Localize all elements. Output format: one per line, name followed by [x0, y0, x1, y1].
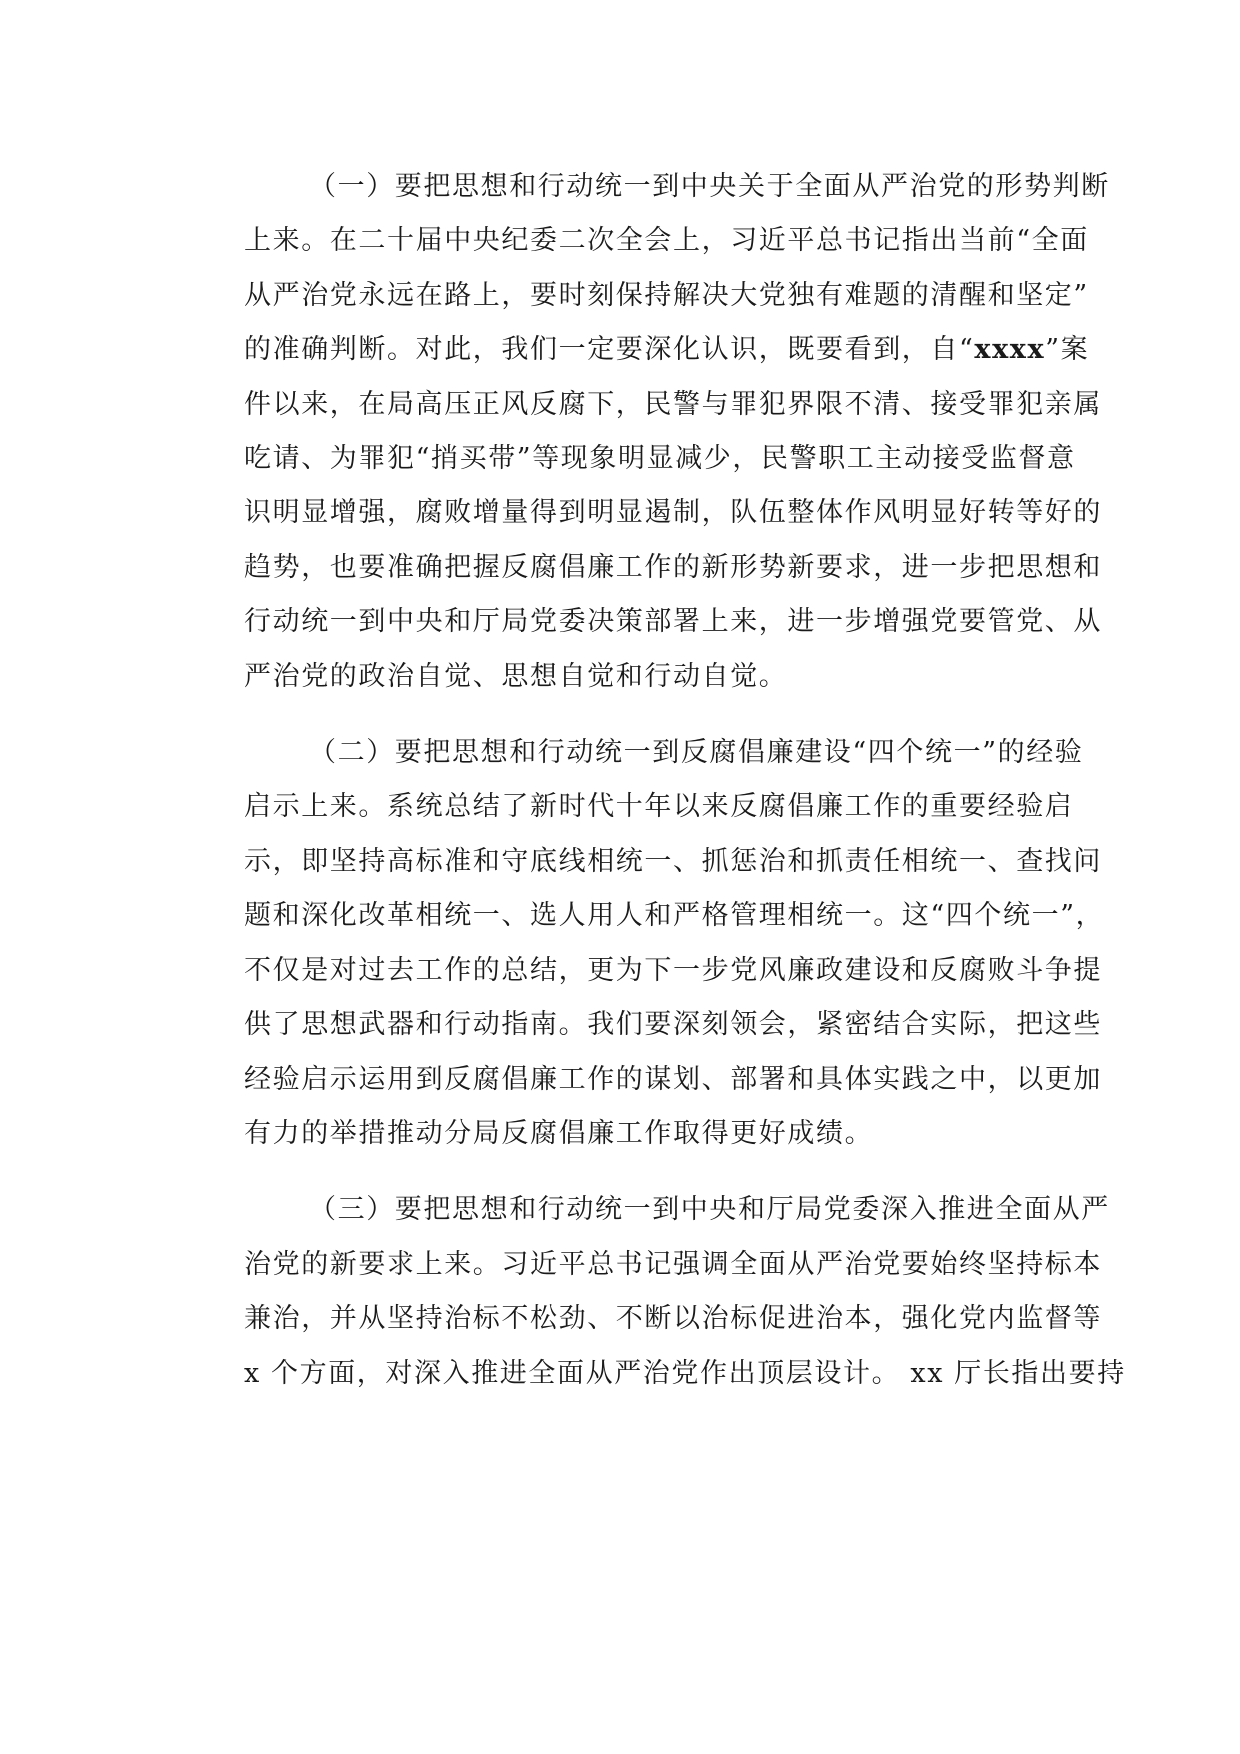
document-body — [190, 160, 1126, 1401]
paragraph-spacing — [190, 704, 1050, 726]
text-line: 供了思想武器和行动指南。我们要深刻领会，紧密结合实际，把这些 — [244, 1009, 1102, 1041]
text-line: 上来。在二十届中央纪委二次全会上，习近平总书记指出当前“全面 — [244, 225, 1089, 257]
text-line: 不仅是对过去工作的总结，更为下一步党风廉政建设和反腐败斗争提 — [244, 954, 1102, 986]
text-line: （三）要把思想和行动统一到中央和厅局党委深入推进全面从严 — [309, 1194, 1110, 1226]
text-line: 趋势，也要准确把握反腐倡廉工作的新形势新要求，进一步把思想和 — [244, 551, 1102, 583]
text-line: （一）要把思想和行动统一到中央关于全面从严治党的形势判断 — [309, 171, 1110, 202]
paragraph-2 — [190, 726, 1105, 1161]
text-line: 从严治党永远在路上，要时刻保持解决大党独有难题的清醒和坚定” — [244, 279, 1089, 311]
text-line: 严治党的政治自觉、思想自觉和行动自觉。 — [244, 660, 788, 692]
text-line: 经验启示运用到反腐倡廉工作的谋划、部署和具体实践之中，以更加 — [244, 1063, 1102, 1095]
text-line: 吃请、为罪犯“捎买带”等现象明显减少，民警职工主动接受监督意 — [244, 443, 1076, 475]
text-line: 识明显增强，腐败增量得到明显遏制，队伍整体作风明显好转等好的 — [244, 497, 1102, 529]
paragraph-1 — [190, 160, 1110, 704]
text-line: 有力的举措推动分局反腐倡廉工作取得更好成绩。 — [244, 1117, 874, 1149]
text-line: 兼治，并从坚持治标不松劲、不断以治标促进治本，强化党内监督等 — [244, 1303, 1102, 1335]
paragraph-3 — [190, 1183, 1126, 1401]
text-line: 件以来，在局高压正风反腐下，民警与罪犯界限不清、接受罪犯亲属 — [244, 388, 1102, 420]
text-line: 的准确判断。对此，我们一定要深化认识，既要看到，自“xxxx”案 — [244, 334, 1090, 366]
text-line: 题和深化改革相统一、选人用人和严格管理相统一。这“四个统一”， — [244, 900, 1105, 932]
text-line: （二）要把思想和行动统一到反腐倡廉建设“四个统一”的经验 — [309, 737, 1084, 769]
paragraph-spacing — [190, 1161, 1050, 1183]
text-line: x 个方面，对深入推进全面从严治党作出顶层设计。 xx 厅长指出要持 — [244, 1357, 1126, 1389]
text-line: 示，即坚持高标准和守底线相统一、抓惩治和抓责任相统一、查找问 — [244, 845, 1102, 877]
text-line: 启示上来。系统总结了新时代十年以来反腐倡廉工作的重要经验启 — [244, 791, 1074, 823]
text-line: 行动统一到中央和厅局党委决策部署上来，进一步增强党要管党、从 — [244, 606, 1102, 638]
text-line: 治党的新要求上来。习近平总书记强调全面从严治党要始终坚持标本 — [244, 1248, 1102, 1280]
